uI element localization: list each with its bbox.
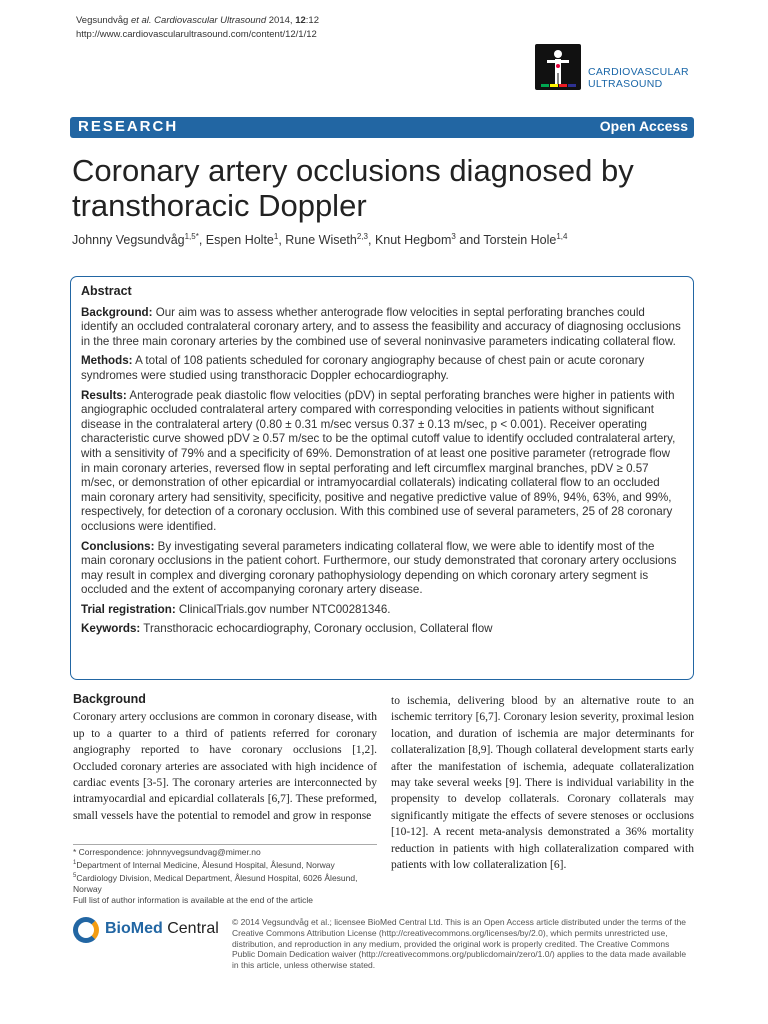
body-column-left <box>73 691 377 824</box>
publisher-name: BioMed Central <box>105 920 219 937</box>
author-name[interactable]: Rune Wiseth <box>285 233 357 248</box>
section-heading-background: Background <box>73 692 146 706</box>
body-column-right <box>391 693 694 873</box>
author-list: Johnny Vegsundvåg$^{1,5*}$, Espen Holte$^1$, Rune Wiseth$^{2,3}$, Knut Hegbom$^3$ and Torstein Hole$^{1,4}$ <box>72 232 568 248</box>
abstract-trial-registration: Trial registration: ClinicalTrials.gov number NTC00281346. <box>81 602 391 616</box>
abstract-conclusions: Conclusions: By investigating several parameters indicating collateral flow, we were able to identify most of the main coronary occlusions in the patient cohort. Furthermore, our study demonstrated that coronary artery occlusions may result in complex and diverging coronary pathophysiology depending on which coronary artery segment is occluded and the extent of accompanying coronary artery disease. <box>81 539 677 597</box>
full-author-info-note: Full list of author information is available at the end of the article <box>73 894 314 905</box>
author-name[interactable]: Torstein Hole <box>483 233 557 248</box>
footnotes <box>73 847 377 906</box>
abstract-results: Results: Anterograde peak diastolic flow velocities (pDV) in septal perforating branches were higher in patients with angiographic occluded contralateral artery compared with corresponding velocities in patients without significant disease in the contralateral artery (0.80 ± 0.31 m/sec versus 0.37 ± 0.13 m/sec, p < 0.001). Receiver operating characteristic curve showed pDV ≥ 0.57 m/sec to be the optimal cutoff value to identify occluded contralateral artery, with a sensitivity of 79% and a specificity of 69%. Demonstration of at least one positive parameter (retrograde flow in main coronary arteries, reversed flow in septal perforating and left circumflex marginal branches, pDV ≥ 0.57 m/sec, or demonstration of other epicardial or intramyocardial collaterals) indicating collateral flow to an occluded main coronary artery had sensitivity, specificity, positive and negative predictive value of 89%, 94%, 63%, and 99%, respectively, for detection of a coronary occlusion. With this combined use of several parameters, 25 of 28 coronary occlusions were identified. <box>81 388 676 533</box>
abstract-keywords: Keywords: Transthoracic echocardiography, Coronary occlusion, Collateral flow <box>81 622 493 636</box>
citation-line: Vegsundvåg et al. Cardiovascular Ultrasound 2014, 12:12 <box>76 15 319 26</box>
biomed-central-icon <box>73 917 99 943</box>
author-affiliation: 1,5* <box>184 232 199 241</box>
body-paragraph: to ischemia, delivering blood by an alternative route to an ischemic territory [6,7]. Coronary lesion severity, proximal lesion location, and duration of ischemia are major determinants for collateralization [8,9]. Though collateral development starts early after the manifestation of ischemia, adequate collateralization may take several weeks [9]. There is individual variability in the propensity to develop collaterals. Coronary collaterals may significantly mitigate the effects of severe stenoses or occlusions [10-12]. A recent meta-analysis demonstrated a 36% mortality reduction in patients with high collateralization compared with patients with low collateralization [6]. <box>391 695 694 872</box>
abstract-methods: Methods: A total of 108 patients scheduled for coronary angiography because of chest pain or acute coronary syndromes were studied using transthoracic Doppler echocardiography. <box>81 354 645 382</box>
license-statement: © 2014 Vegsundvåg et al.; licensee BioMed Central Ltd. This is an Open Access article distributed under the terms of the Creative Commons Attribution License (http://creativecommons.org/licenses/by/2.0), which permits unrestricted use, distribution, and reproduction in any medium, provided the original work is properly credited. The Creative Commons Public Domain Dedication waiver (http://creativecommons.org/publicdomain/zero/1.0/) applies to the data made available in this article, unless otherwise stated. <box>232 917 687 971</box>
author-affiliation: 1,4 <box>556 232 568 241</box>
affiliation-note: $^5$Cardiology Division, Medical Department, Ålesund Hospital, 6026 Ålesund, Norway <box>73 872 358 894</box>
author-name[interactable]: Johnny Vegsundvåg <box>72 233 185 248</box>
abstract-heading: Abstract <box>81 284 132 298</box>
journal-logo-text: CARDIOVASCULAR ULTRASOUND <box>588 66 689 90</box>
author-affiliation: 2,3 <box>356 232 368 241</box>
correspondence-note: * Correspondence: johnnyvegsundvag@mimer.no <box>73 847 261 857</box>
section-bar <box>70 117 694 138</box>
body-paragraph: Coronary artery occlusions are common in coronary disease, with up to a quarter to a third of patients referred for coronary angiography reported to have coronary occlusions [1,2]. Occluded coronary arteries are associated with high incidence of cardiac events [3-5]. The coronary arteries are interconnected by intramyocardial and epicardial collaterals [6,7]. These preformed, small vessels have the potential to remodel and grow in response <box>73 711 377 822</box>
affiliation-note: $^1$Department of Internal Medicine, Ålesund Hospital, Ålesund, Norway <box>73 859 335 870</box>
article-url[interactable]: http://www.cardiovascularultrasound.com/content/12/1/12 <box>76 29 317 40</box>
footnote-divider <box>73 844 377 845</box>
author-name[interactable]: Espen Holte <box>205 233 274 248</box>
article-title: Coronary artery occlusions diagnosed by transthoracic Doppler <box>72 153 634 223</box>
author-affiliation: 1 <box>273 232 279 241</box>
citation-header <box>76 14 319 42</box>
author-affiliation: 3 <box>451 232 456 241</box>
section-label: RESEARCH <box>78 118 179 135</box>
abstract-background: Background: Our aim was to assess whether anterograde flow velocities in septal perforating branches could identify an occluded contralateral coronary artery, and to assess the feasibility and accuracy of diagnosing occlusions in the three main coronary arteries by the combined use of several noninvasive parameters indicating collateral flow. <box>81 305 681 348</box>
journal-logo-icon <box>535 44 581 90</box>
open-access-label: Open Access <box>599 118 688 134</box>
author-name[interactable]: Knut Hegbom <box>374 233 452 248</box>
abstract-box <box>70 276 694 680</box>
